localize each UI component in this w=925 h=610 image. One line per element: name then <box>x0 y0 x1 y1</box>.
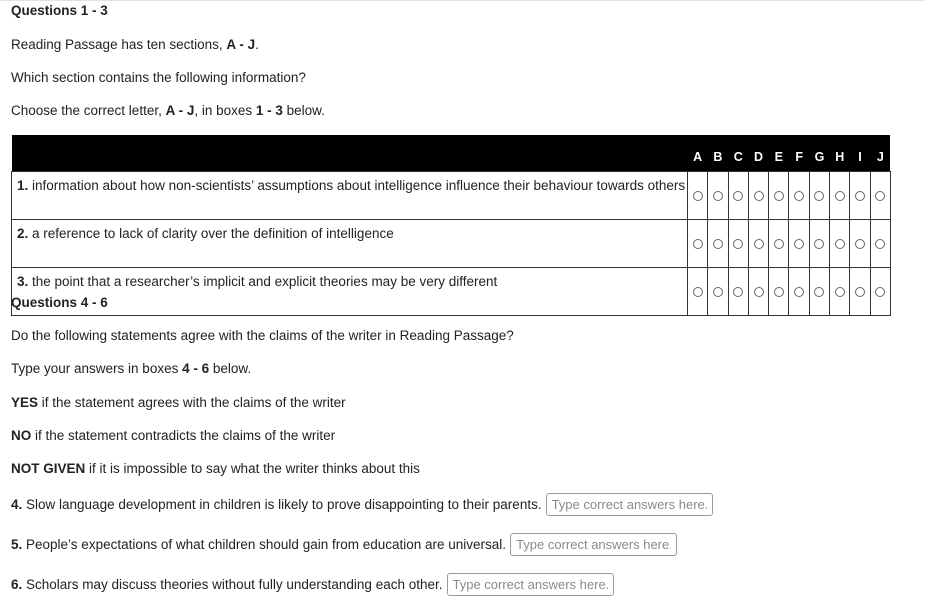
matching-header-row <box>12 135 891 172</box>
q3-radio-i[interactable] <box>855 287 865 297</box>
q1-radio-i[interactable] <box>855 191 865 201</box>
statement-6: 6. Scholars may discuss theories without fully understanding each other. Type correct answers here. <box>11 573 614 596</box>
q3-radio-b[interactable] <box>713 287 723 297</box>
letter-header-h: H <box>830 135 850 172</box>
letter-header-i: I <box>850 135 870 172</box>
instructions-line-agree: Do the following statements agree with the claims of the writer in Reading Passage? <box>11 328 514 343</box>
q3-radio-d[interactable] <box>754 287 764 297</box>
q2-radio-j[interactable] <box>875 239 885 249</box>
letter-header-d: D <box>748 135 768 172</box>
q3-radio-c[interactable] <box>733 287 743 297</box>
letter-header-b: B <box>708 135 728 172</box>
statement-5: 5. People’s expectations of what children should gain from education are universal. Type correct answers here. <box>11 533 677 556</box>
q2-radio-g[interactable] <box>814 239 824 249</box>
q2-radio-h[interactable] <box>835 239 845 249</box>
q3-radio-e[interactable] <box>774 287 784 297</box>
q2-radio-a[interactable] <box>693 239 703 249</box>
q1-radio-j[interactable] <box>875 191 885 201</box>
q2-radio-i[interactable] <box>855 239 865 249</box>
section-1-heading: Questions 1 - 3 <box>11 3 108 18</box>
answer-input-5[interactable] <box>510 533 677 556</box>
q3-radio-a[interactable] <box>693 287 703 297</box>
q3-radio-j[interactable] <box>875 287 885 297</box>
question-1-text: 1. information about how non-scientists’ assumptions about intelligence influence their behaviour towards others <box>12 172 688 220</box>
q1-radio-g[interactable] <box>814 191 824 201</box>
q1-radio-a[interactable] <box>693 191 703 201</box>
q3-radio-f[interactable] <box>794 287 804 297</box>
option-not-given: NOT GIVEN if it is impossible to say what the writer thinks about this <box>11 461 420 476</box>
top-divider <box>0 0 925 1</box>
q3-radio-g[interactable] <box>814 287 824 297</box>
letter-header-j: J <box>870 135 890 172</box>
q2-radio-d[interactable] <box>754 239 764 249</box>
matching-row-3 <box>12 268 891 316</box>
answer-input-6[interactable] <box>447 573 614 596</box>
instructions-line-choose: Choose the correct letter, A - J, in boxes 1 - 3 below. <box>11 103 325 118</box>
q1-radio-e[interactable] <box>774 191 784 201</box>
matching-table <box>11 135 891 316</box>
letter-header-c: C <box>728 135 748 172</box>
q1-radio-h[interactable] <box>835 191 845 201</box>
q2-radio-c[interactable] <box>733 239 743 249</box>
question-3-text: 3. the point that a researcher’s implicit and explicit theories may be very different <box>12 268 688 316</box>
option-no: NO if the statement contradicts the claims of the writer <box>11 428 336 443</box>
q2-radio-e[interactable] <box>774 239 784 249</box>
letter-header-f: F <box>789 135 809 172</box>
option-yes: YES if the statement agrees with the claims of the writer <box>11 395 346 410</box>
matching-row-2 <box>12 220 891 268</box>
letter-header-e: E <box>769 135 789 172</box>
statement-4: 4. Slow language development in children is likely to prove disappointing to their parents. Type correct answers here. <box>11 493 713 516</box>
letter-header-g: G <box>809 135 829 172</box>
q1-radio-f[interactable] <box>794 191 804 201</box>
section-2-heading: Questions 4 - 6 <box>11 295 108 310</box>
letter-header-a: A <box>688 135 708 172</box>
q2-radio-b[interactable] <box>713 239 723 249</box>
instructions-line-question: Which section contains the following information? <box>11 70 306 85</box>
matching-row-1 <box>12 172 891 220</box>
q2-radio-f[interactable] <box>794 239 804 249</box>
q1-radio-c[interactable] <box>733 191 743 201</box>
instructions-line-sections: Reading Passage has ten sections, A - J. <box>11 37 259 52</box>
instructions-line-type: Type your answers in boxes 4 - 6 below. <box>11 361 252 376</box>
question-2-text: 2. a reference to lack of clarity over the definition of intelligence <box>12 220 688 268</box>
q1-radio-b[interactable] <box>713 191 723 201</box>
matching-header-blank <box>12 135 688 172</box>
q1-radio-d[interactable] <box>754 191 764 201</box>
answer-input-4[interactable] <box>546 493 713 516</box>
q3-radio-h[interactable] <box>835 287 845 297</box>
